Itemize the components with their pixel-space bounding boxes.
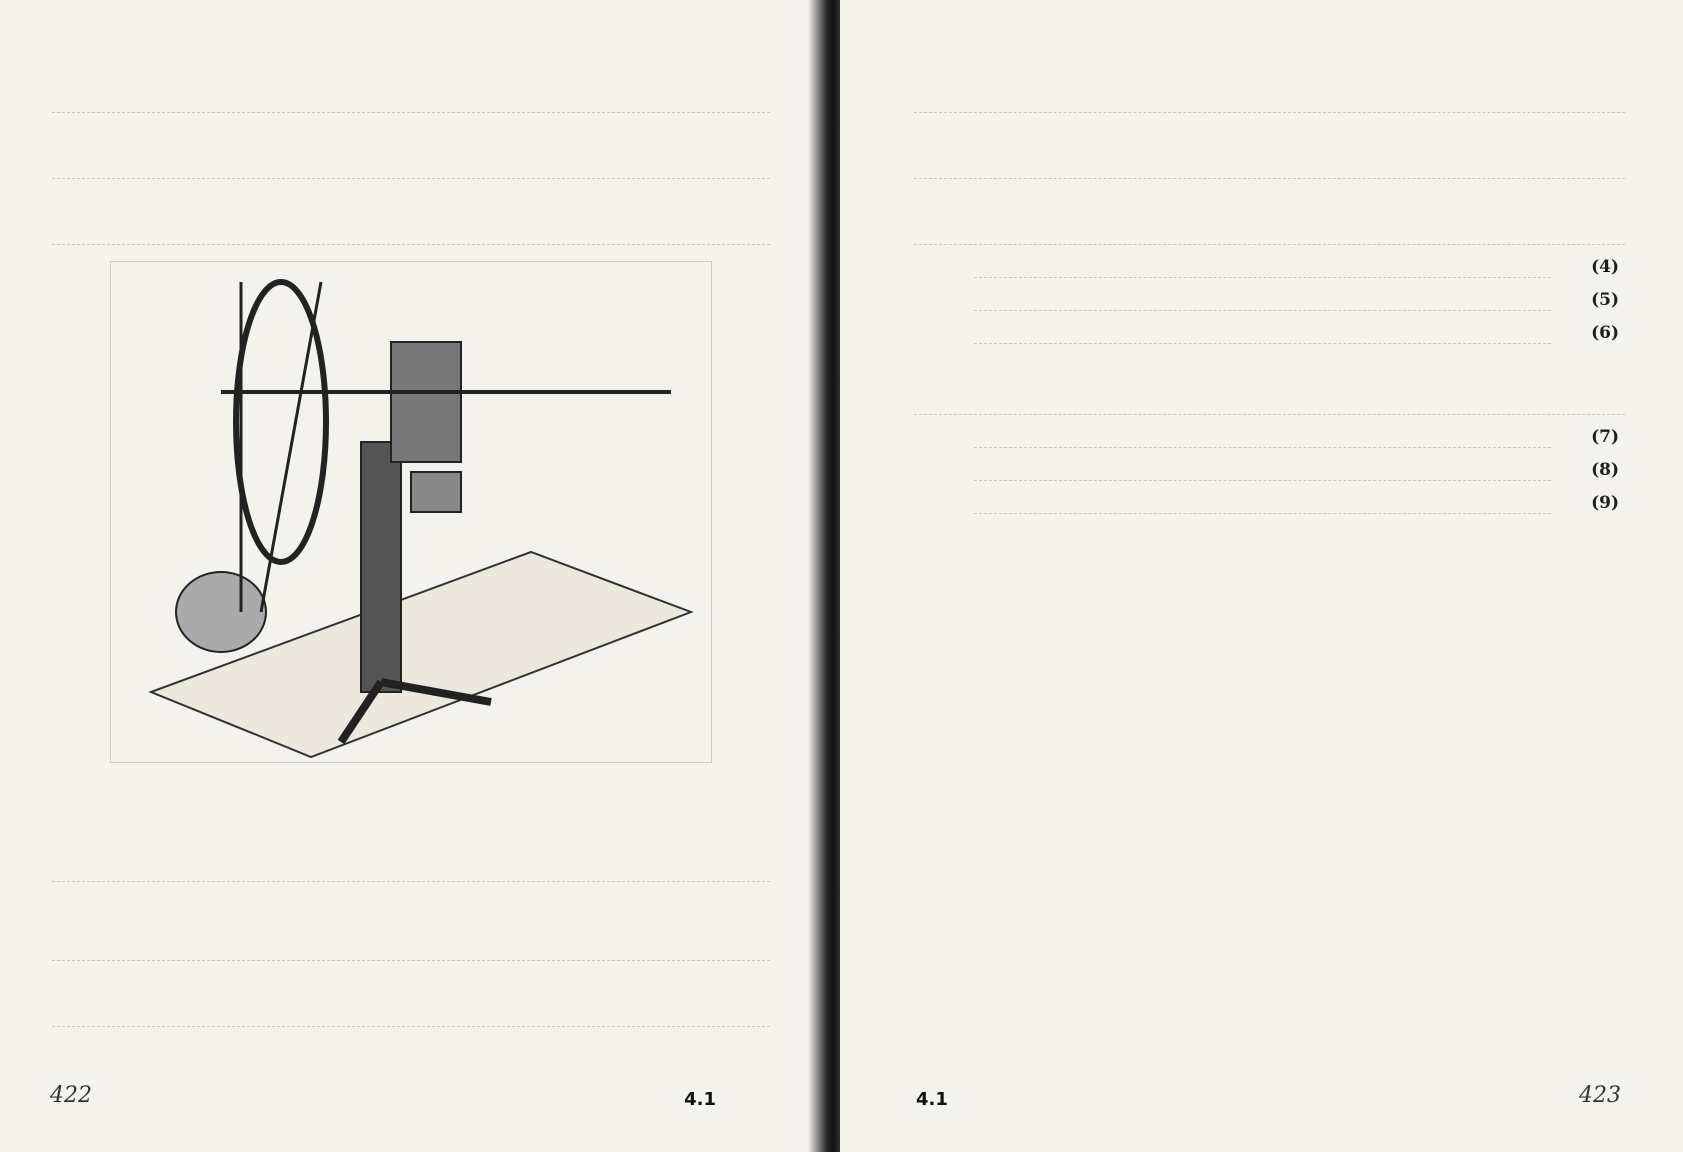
equation-formula (974, 491, 1551, 514)
equation-number: (8) (1591, 459, 1619, 480)
equation-9 (914, 491, 1625, 514)
item-3-paragraph (52, 966, 770, 1027)
equation-number: (4) (1591, 256, 1619, 277)
page-right (840, 0, 1683, 1152)
equation-number: (9) (1591, 492, 1619, 513)
equation-6 (914, 321, 1625, 344)
equation-formula (974, 288, 1551, 311)
item-2-paragraph (52, 184, 770, 245)
equation-number: (7) (1591, 426, 1619, 447)
equation-formula (974, 321, 1551, 344)
equation-formula (974, 255, 1551, 278)
equation-8 (914, 458, 1625, 481)
item-5-paragraph (914, 118, 1625, 179)
item-7-paragraph (914, 354, 1625, 415)
equation-number: (6) (1591, 322, 1619, 343)
page-left (0, 0, 826, 1152)
item-4-paragraph (914, 52, 1625, 113)
item-6-paragraph (914, 184, 1625, 245)
intro-paragraph (52, 52, 770, 113)
page-number: 423 (1579, 1083, 1621, 1108)
item-1-paragraph (52, 118, 770, 179)
page-number: 422 (50, 1083, 92, 1108)
figure-caption (52, 781, 770, 882)
equation-formula (974, 458, 1551, 481)
continuation-paragraph (52, 900, 770, 961)
equation-formula (974, 425, 1551, 448)
equation-number: (5) (1591, 289, 1619, 310)
section-label: 4.1 (916, 1089, 948, 1110)
equation-4 (914, 255, 1625, 278)
apparatus-illustration (111, 262, 711, 762)
equation-5 (914, 288, 1625, 311)
equation-7 (914, 425, 1625, 448)
section-label: 4.1 (684, 1089, 716, 1110)
apparatus-figure (110, 261, 712, 763)
